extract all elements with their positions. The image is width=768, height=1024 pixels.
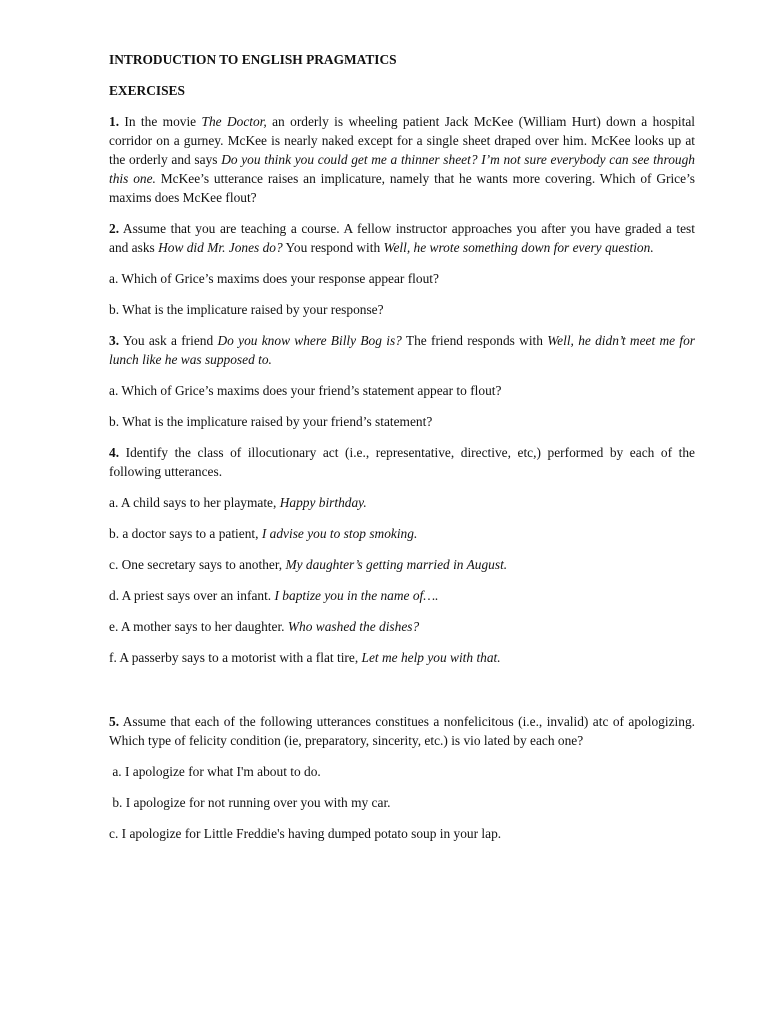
question-4f: [109, 648, 695, 667]
question-5-number: 5.: [109, 714, 120, 729]
question-4-number: 4.: [109, 445, 120, 460]
question-5-text-1: Assume that each of the following utterances constitues a nonfelicitous (i.e., invalid) atc of apologizing. Which type of felicity condition (ie, preparatory, sincerity, etc.) is vio lated by each one?: [109, 714, 695, 748]
question-3-text-2: The friend responds with: [401, 333, 548, 348]
question-4d-text: d. A priest says over an infant.: [109, 588, 275, 603]
question-4f-text: f. A passerby says to a motorist with a flat tire,: [109, 650, 362, 665]
question-3-italic-1: Do you know where Billy Bog is?: [217, 333, 402, 348]
document-subtitle: EXERCISES: [109, 83, 185, 98]
question-4a-italic: Happy birthday.: [279, 495, 367, 510]
question-4e-italic: Who washed the dishes?: [287, 619, 420, 634]
question-2b: b. What is the implicature raised by your response?: [109, 302, 384, 317]
question-4b: [109, 524, 695, 543]
question-2-number: 2.: [109, 221, 120, 236]
question-4e-text: e. A mother says to her daughter.: [109, 619, 288, 634]
question-3-number: 3.: [109, 333, 120, 348]
question-4d-italic: I baptize you in the name of….: [274, 588, 439, 603]
question-4e: [109, 617, 695, 636]
question-4a: [109, 493, 695, 512]
question-4a-text: a. A child says to her playmate,: [109, 495, 280, 510]
document-title: INTRODUCTION TO ENGLISH PRAGMATICS: [109, 52, 397, 67]
question-5c: c. I apologize for Little Freddie's having dumped potato soup in your lap.: [109, 826, 502, 841]
question-4d: [109, 586, 695, 605]
question-4f-italic: Let me help you with that.: [361, 650, 501, 665]
question-1-text-3: McKee’s utterance raises an implicature, namely that he wants more covering. Which of Grice’s maxims does McKee flout?: [109, 171, 695, 205]
question-4-text-1: Identify the class of illocutionary act (i.e., representative, directive, etc,) performed by each of the following utterances.: [109, 445, 695, 479]
question-3-italic-2: Well, he didn’t meet me for lunch like he was supposed to.: [109, 333, 695, 367]
document-page: [109, 50, 695, 855]
question-1: [109, 112, 695, 207]
question-1-italic-1: The Doctor,: [201, 114, 267, 129]
question-3-text-1: You ask a friend: [119, 333, 218, 348]
question-5: [109, 712, 695, 750]
question-2: [109, 219, 695, 257]
question-2a: a. Which of Grice’s maxims does your response appear flout?: [109, 271, 439, 286]
question-5b: b. I apologize for not running over you with my car.: [109, 795, 391, 810]
question-4c-text: c. One secretary says to another,: [109, 557, 286, 572]
question-1-text-2: an orderly is wheeling patient Jack McKee (William Hurt) down a hospital corridor on a gurney. McKee is nearly naked except for a single sheet draped over him. McKee looks up at the orderly and says: [109, 114, 695, 167]
question-1-text-1: In the movie: [119, 114, 202, 129]
question-3b: b. What is the implicature raised by your friend’s statement?: [109, 414, 433, 429]
question-1-number: 1.: [109, 114, 120, 129]
question-4: [109, 443, 695, 481]
question-2-text-2: You respond with: [282, 240, 384, 255]
question-2-italic-1: How did Mr. Jones do?: [158, 240, 283, 255]
question-4c: [109, 555, 695, 574]
question-3: [109, 331, 695, 369]
question-3a: a. Which of Grice’s maxims does your friend’s statement appear to flout?: [109, 383, 502, 398]
question-1-italic-2: Do you think you could get me a thinner sheet? I’m not sure everybody can see through this one.: [109, 152, 695, 186]
question-2-text-1: Assume that you are teaching a course. A fellow instructor approaches you after you have graded a test and asks: [109, 221, 695, 255]
question-4c-italic: My daughter’s getting married in August.: [285, 557, 508, 572]
question-4b-italic: I advise you to stop smoking.: [261, 526, 418, 541]
question-2-italic-2: Well, he wrote something down for every question.: [383, 240, 654, 255]
question-5a: a. I apologize for what I'm about to do.: [109, 764, 321, 779]
question-4b-text: b. a doctor says to a patient,: [109, 526, 262, 541]
section-spacer: [109, 679, 695, 712]
